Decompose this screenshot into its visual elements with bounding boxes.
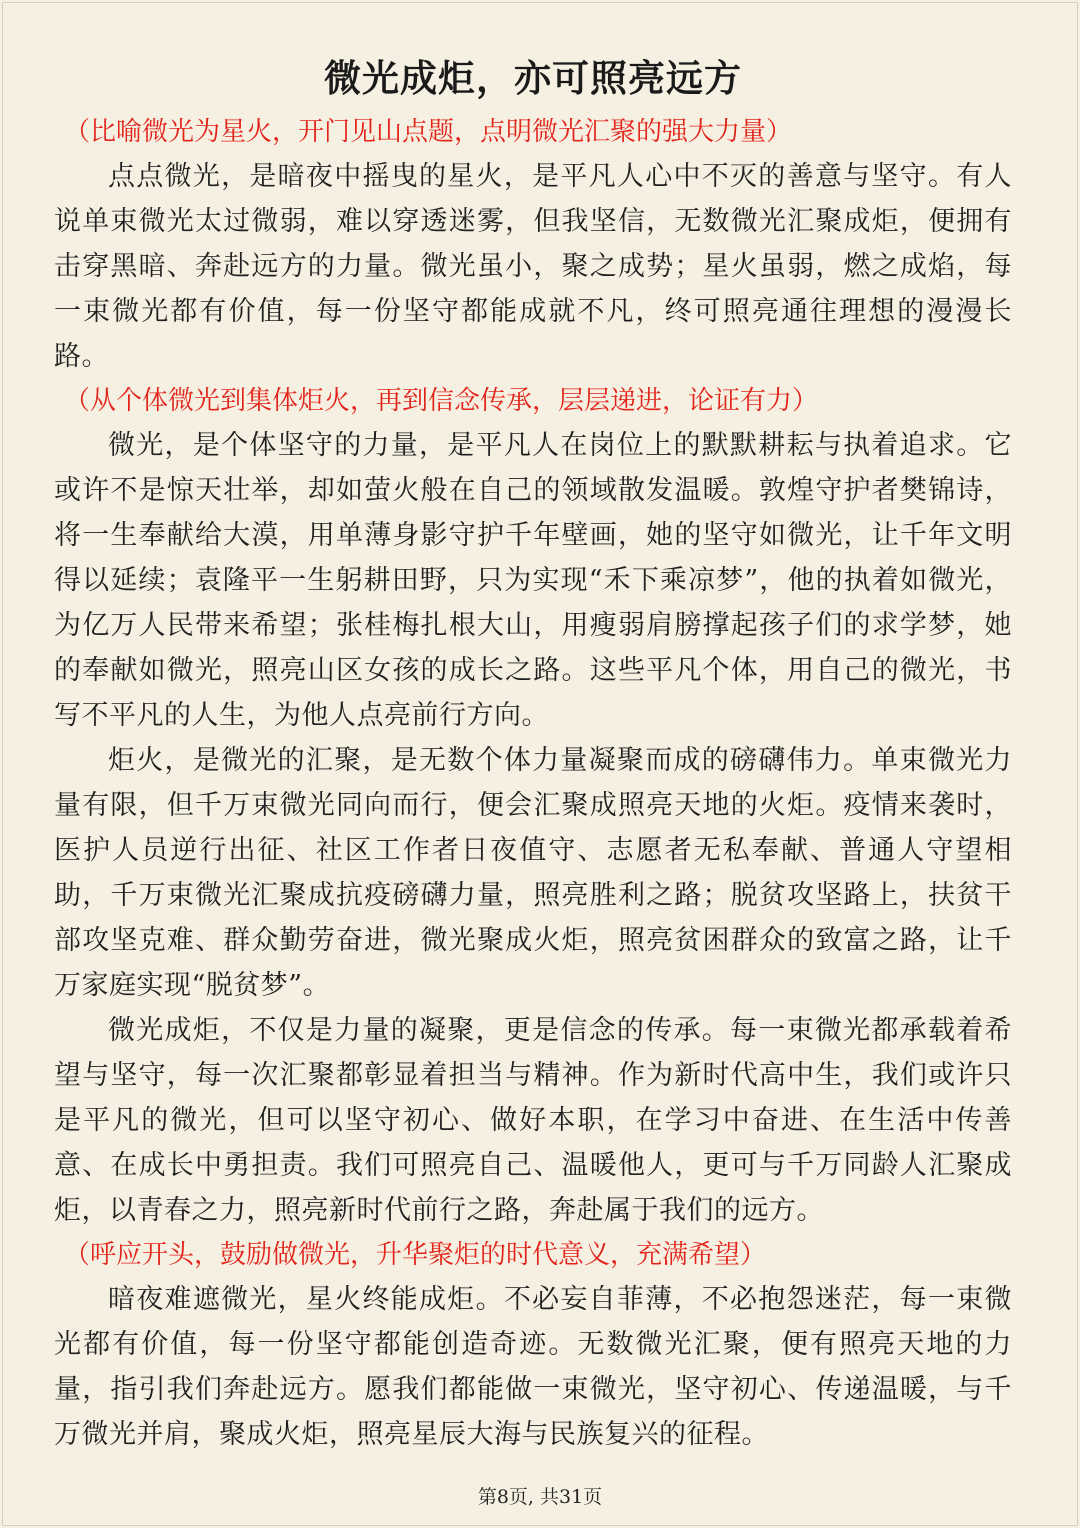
paragraph-belief-inheritance: 微光成炬，不仅是力量的凝聚，更是信念的传承。每一束微光都承载着希望与坚守，每一次汇聚都彰显着担当与精神。作为新时代高中生，我们或许只是平凡的微光，但可以坚守初心、做好本职，在学习中奋进、在生活中传善意、在成长中勇担责。我们可照亮自己、温暖他人，更可与千万同龄人汇聚成炬，以青春之力，照亮新时代前行之路，奔赴属于我们的远方。 — [54, 1015, 1012, 1226]
annotation-body: （从个体微光到集体炬火，再到信念传承，层层递进，论证有力） — [64, 386, 819, 416]
paragraph-conclusion: 暗夜难遮微光，星火终能成炬。不必妄自菲薄，不必抱怨迷茫，每一束微光都有价值，每一份坚守都能创造奇迹。无数微光汇聚，便有照亮天地的力量，指引我们奔赴远方。愿我们都能做一束微光，坚守初心、传递温暖，与千万微光并肩，聚成火炬，照亮星辰大海与民族复兴的征程。 — [54, 1284, 1012, 1450]
paragraph-intro: 点点微光，是暗夜中摇曳的星火，是平凡人心中不灭的善意与坚守。有人说单束微光太过微弱，难以穿透迷雾，但我坚信，无数微光汇聚成炬，便拥有击穿黑暗、奔赴远方的力量。微光虽小，聚之成势；星火虽弱，燃之成焰，每一束微光都有价值，每一份坚守都能成就不凡，终可照亮通往理想的漫漫长路。 — [54, 161, 1012, 372]
paragraph-individual-light: 微光，是个体坚守的力量，是平凡人在岗位上的默默耕耘与执着追求。它或许不是惊天壮举，却如萤火般在自己的领域散发温暖。敦煌守护者樊锦诗，将一生奉献给大漠，用单薄身影守护千年壁画，她的坚守如微光，让千年文明得以延续；袁隆平一生躬耕田野，只为实现“禾下乘凉梦”，他的执着如微光，为亿万人民带来希望；张桂梅扎根大山，用瘦弱肩膀撑起孩子们的求学梦，她的奉献如微光，照亮山区女孩的成长之路。这些平凡个体，用自己的微光，书写不平凡的人生，为他人点亮前行方向。 — [54, 430, 1012, 731]
annotation-intro: （比喻微光为星火，开门见山点题，点明微光汇聚的强大力量） — [64, 117, 793, 147]
annotation-conclusion: （呼应开头，鼓励做微光，升华聚炬的时代意义，充满希望） — [64, 1240, 767, 1270]
paragraph-collective-torch: 炬火，是微光的汇聚，是无数个体力量凝聚而成的磅礴伟力。单束微光力量有限，但千万束微光同向而行，便会汇聚成照亮天地的火炬。疫情来袭时，医护人员逆行出征、社区工作者日夜值守、志愿者无私奉献、普通人守望相助，千万束微光汇聚成抗疫磅礴力量，照亮胜利之路；脱贫攻坚路上，扶贫干部攻坚克难、群众勤劳奋进，微光聚成火炬，照亮贫困群众的致富之路，让千万家庭实现“脱贫梦”。 — [54, 745, 1012, 1001]
page-number-footer: 第8页, 共31页 — [477, 1486, 603, 1508]
essay-page — [54, 48, 1012, 1457]
essay-title: 微光成炬，亦可照亮远方 — [324, 56, 742, 100]
